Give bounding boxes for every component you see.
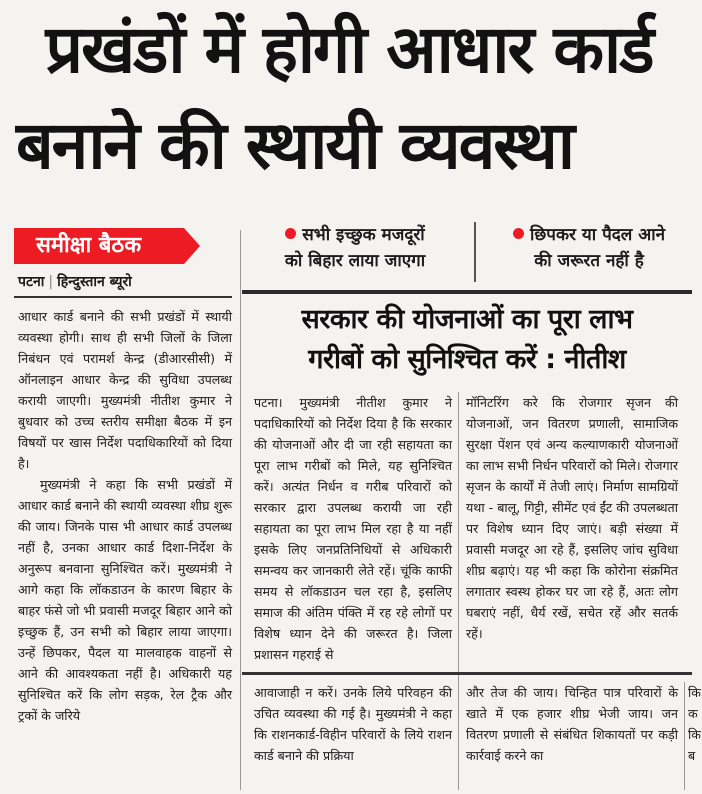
- left-paragraph-2: मुख्यमंत्री ने कहा कि सभी प्रखंडों में आधार कार्ड बनाने की स्थायी व्यवस्था शीघ्र शुरू की जाय। जिनके पास भी आधार कार्ड उपलब्ध नहीं है, उनका आधार कार्ड दिशा-निर्देश के अनुरूप बनवाना सुनिश्चित करें। मुख्यमंत्री ने आगे कहा कि लॉकडाउन के कारण बिहार के बाहर फंसे जो भी प्रवासी मजदूर बिहार आने को इच्छुक हैं, उन सभी को बिहार लाया जाएगा। उन्हें छिपकर, पैदल या मालवाहक वाहनों से आने की आवश्यकता नहीं है। अधिकारी यह सुनिश्चित करें कि लोग सड़क, रेल ट्रैक और ट्रकों के जरिये: [18, 477, 232, 723]
- bullet-dot-icon: [513, 228, 524, 239]
- byline-place: पटना: [18, 274, 45, 290]
- column-divider-mid: [458, 392, 459, 790]
- subhead-line-1: सरकार की योजनाओं का पूरा लाभ: [301, 304, 633, 335]
- byline: [18, 272, 132, 291]
- bullet-2-line-2: की जरूरत नहीं है: [534, 251, 644, 271]
- left-paragraph-1: आधार कार्ड बनाने की सभी प्रखंडों में स्थायी व्यवस्था होगी। साथ ही सभी जिलों के जिला निबंधन एवं परामर्श केन्द्र (डीआरसीसी) में ऑनलाइन आधार केन्द्र की सुविधा उपलब्ध करायी जाएगी। मुख्यमंत्री नीतीश कुमार ने बुधवार को उच्च स्तरीय समीक्षा बैठक में इन विषयों पर खास निर्देश पदाधिकारियों को दिया है।: [18, 309, 232, 471]
- bullet-1-line-1: सभी इच्छुक मजदूरों: [302, 225, 425, 245]
- bottom-mid-column-text: [254, 682, 452, 790]
- byline-separator: |: [48, 274, 54, 290]
- byline-rule: [14, 296, 232, 298]
- bullet-1-line-2: को बिहार लाया जाएगा: [284, 251, 426, 271]
- box-column-1-text: [254, 392, 452, 664]
- bottom-right-column-text: [466, 682, 678, 790]
- edge-fragment: कि क कि ब: [688, 685, 701, 763]
- box-column-2-text: [466, 392, 678, 664]
- column-divider-left: [240, 230, 241, 790]
- subhead-line-2: गरीबों को सुनिश्चित करें : नीतीश: [308, 344, 626, 375]
- box-bottom-rule: [242, 672, 692, 675]
- byline-source: हिन्दुस्तान ब्यूरो: [57, 274, 132, 290]
- section-tag: समीक्षा बैठक: [14, 228, 184, 264]
- bullet-2-line-1: छिपकर या पैदल आने: [529, 225, 666, 245]
- bottom-mid-paragraph: आवाजाही न करें। उनके लिये परिवहन की उचित व्यवस्था की गई है। मुख्यमंत्री ने कहा कि राशनकार्ड-विहीन परिवारों के लिये राशन कार्ड बनाने की प्रक्रिया: [254, 685, 452, 763]
- bullet-point-2: [474, 222, 696, 282]
- box-paragraph-2: मॉनिटरिंग करे कि रोजगार सृजन की योजनाओं, जन वितरण प्रणाली, सामाजिक सुरक्षा पेंशन एवं अन्य कल्याणकारी योजनाओं का लाभ सभी निर्धन परिवारों को मिले। रोजगार सृजन के कार्यों में तेजी लाएं। निर्माण सामग्रियों यथा - बालू, गिट्टी, सीमेंट एवं ईंट की उपलब्धता पर विशेष ध्यान दिए जाएं। बड़ी संख्या में प्रवासी मजदूर आ रहे हैं, इसलिए जांच सुविधा शीघ्र बढ़ाएं। यह भी कहा कि कोरोना संक्रमित लगातार स्वस्थ होकर घर जा रहे हैं, अतः लोग घबराएं नहीं, धैर्य रखें, सचेत रहें और सतर्क रहें।: [466, 395, 678, 641]
- subhead-box: [242, 290, 692, 384]
- cut-off-edge-column: [688, 682, 702, 790]
- bottom-right-paragraph: और तेज की जाय। चिन्हित पात्र परिवारों के खाते में एक हजार शीघ्र भेजी जाय। जन वितरण प्रणाली से संबंधित शिकायतों पर कड़ी कार्रवाई करने का: [466, 685, 678, 763]
- bullet-point-1: [250, 222, 460, 282]
- column-divider-right: [684, 682, 685, 790]
- box-paragraph-1: पटना। मुख्यमंत्री नीतीश कुमार ने पदाधिकारियों को निर्देश दिया है कि सरकार की योजनाओं और दी जा रही सहायता का पूरा लाभ गरीबों को मिले, यह सुनिश्चित करें। अत्यंत निर्धन व गरीब परिवारों को सरकार द्वारा उपलब्ध करायी जा रही सहायता का पूरा लाभ मिल रहा है या नहीं इसके लिए जनप्रतिनिधियों से अधिकारी समन्वय कर जानकारी लेते रहें। चूंकि काफी समय से लॉकडाउन चल रहा है, इसलिए समाज की अंतिम पंक्ति में रह रहे लोगों पर विशेष ध्यान देने की जरूरत है। जिला प्रशासन गहराई से: [254, 395, 452, 662]
- headline-line-2: बनाने की स्थायी व्यवस्था: [16, 107, 573, 184]
- headline-line-1: प्रखंडों में होगी आधार कार्ड: [45, 11, 653, 88]
- headline: [4, 2, 694, 194]
- bullet-dot-icon: [285, 228, 296, 239]
- left-column-text: [18, 306, 232, 790]
